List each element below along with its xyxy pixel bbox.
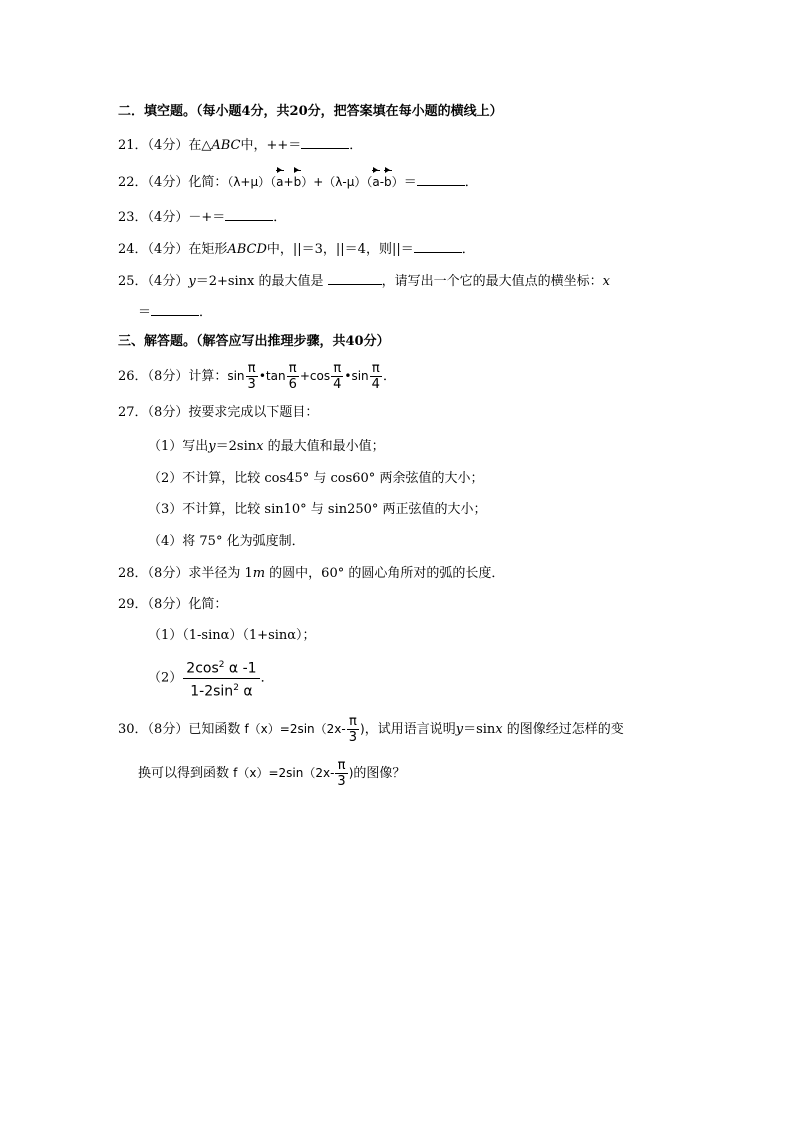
q26-pi-1: π [247, 361, 256, 376]
q30-line2-function: f（x）=2sin（2x- [233, 766, 335, 780]
q26-tan: tan [265, 369, 286, 383]
q24-prefix: 24．（4分）在矩形 [118, 242, 228, 257]
q26-den-4a: 4 [333, 377, 342, 392]
q27-p1-x: x [256, 439, 264, 454]
q30-line2-end: 的图像？ [353, 766, 406, 781]
q25-function: ＝2+sinx [195, 274, 255, 289]
section-3-title: 三、解答题。（解答应写出推理步骤，共40分） [118, 334, 390, 349]
q22-minus: - [379, 175, 385, 189]
q27-p1-b: ＝2sin [215, 439, 257, 454]
question-26 [118, 360, 396, 393]
q30-line2-den: 3 [337, 774, 346, 789]
q26-pi-2: π [288, 361, 297, 376]
q26-dot-2: • [344, 369, 352, 383]
q25-answer-blank-2 [151, 303, 199, 316]
q29-part-1: （1）（1-sinα）（1+sinα）； [148, 628, 316, 643]
q22-lambda-mu-sum: （λ+μ） [227, 175, 271, 189]
q22-vector-b: b [293, 175, 302, 189]
q22-vector-a2: a [372, 175, 380, 189]
q29-denominator [183, 678, 259, 701]
q26-frac-pi-6 [287, 361, 299, 392]
q29-denom-a: 1-2sin [190, 683, 234, 700]
q29-part-2 [148, 656, 274, 700]
q24-rect-label: ABCD [227, 242, 267, 257]
q26-sin2: sin [351, 369, 369, 383]
q23-answer-blank [225, 208, 273, 221]
q27-p1-c: 的最大值和最小值； [263, 439, 385, 454]
q21-tail: 中，++＝ [240, 138, 302, 153]
q30-line2-pi: π [337, 758, 346, 773]
q27-part-1 [148, 439, 385, 455]
q21-prefix: 21．（4分）在△ [118, 138, 212, 153]
question-21 [118, 136, 362, 154]
q24-tail: 中，||＝3，||＝4，则||＝ [266, 242, 414, 257]
q26-plus: + [299, 369, 310, 383]
q29-denom-b: α [238, 683, 253, 700]
q23-end: ． [273, 210, 287, 225]
q30-prefix: 30．（8分）已知函数 [118, 722, 245, 737]
q30-tail-b: ＝sin [463, 722, 496, 737]
question-23 [118, 208, 286, 226]
q30-line2-a: 换可以得到函数 [138, 766, 234, 781]
q25-end: ． [199, 305, 213, 320]
q27-p1-y: y [208, 439, 216, 454]
q29-denom-sup: 2 [233, 682, 239, 693]
question-25 [118, 272, 610, 290]
question-29: 29．（8分）化简： [118, 597, 228, 612]
q26-prefix: 26．（8分）计算： [118, 369, 228, 384]
q26-den-6: 6 [288, 377, 297, 392]
q30-den: 3 [348, 730, 358, 745]
q26-cos: cos [309, 369, 331, 383]
q25-prefix: 25．（4分） [118, 274, 189, 289]
q30-function: f（x）=2sin（2x- [244, 722, 346, 736]
q26-pi-4: π [371, 361, 380, 376]
q26-dot-1: • [258, 369, 266, 383]
q30-tail-a: ，试用语言说明 [364, 722, 456, 737]
q26-end: ． [382, 369, 396, 384]
q27-p1-a: （1）写出 [148, 439, 209, 454]
q21-triangle-label: ABC [211, 138, 241, 153]
question-25-line2 [138, 303, 212, 321]
q27-part-3: （3）不计算，比较 sin10° 与 sin250° 两正弦值的大小； [148, 502, 487, 517]
q30-pi: π [348, 714, 357, 729]
q30-line2-close: ) [348, 766, 354, 780]
q26-frac-pi-4b [370, 361, 382, 392]
q24-answer-blank [414, 240, 462, 253]
question-30-line2 [138, 757, 405, 790]
q22-lambda-mu-diff: +（λ-μ） [313, 175, 367, 189]
q22-vector-b2: b [384, 175, 392, 189]
q22-prefix: 22．（4分）化简： [118, 175, 228, 190]
question-27: 27．（8分）按要求完成以下题目： [118, 405, 319, 420]
q29-numer-b: α -1 [224, 660, 257, 677]
q27-part-4: （4）将 75° 化为弧度制． [148, 534, 305, 549]
q26-pi-3: π [333, 361, 342, 376]
q30-x: x [495, 722, 503, 737]
q30-y: y [455, 722, 464, 737]
q28-b: 的圆中，60° 的圆心角所对的弧的长度． [265, 566, 505, 581]
q26-frac-pi-4a [331, 361, 343, 392]
q30-line2-frac [335, 758, 347, 789]
q22-end: ． [464, 175, 478, 190]
question-22: 22．（4分）化简：（λ+μ）（a+b）+（λ-μ）（a-b）＝ ． [118, 175, 478, 190]
question-28 [118, 566, 504, 582]
q30-frac-pi-3 [347, 714, 359, 745]
q28-unit: m [252, 566, 266, 581]
q29-end: ． [260, 670, 274, 686]
q27-part-2: （2）不计算，比较 cos45° 与 cos60° 两余弦值的大小； [148, 471, 484, 486]
q22-answer-blank [417, 173, 465, 186]
q22-plus: + [283, 175, 294, 189]
q25-tail: 的最大值是 [254, 274, 328, 289]
q25-tail2: ，请写出一个它的最大值点的横坐标： [381, 274, 603, 289]
q24-end: ． [461, 242, 475, 257]
q29-numer-a: 2cos [186, 660, 219, 677]
q29-numer-sup: 2 [218, 660, 225, 670]
question-30 [118, 713, 624, 746]
q22-vector-a: a [276, 175, 284, 189]
q26-den-3: 3 [247, 377, 256, 392]
q26-den-4b: 4 [371, 377, 380, 392]
q25-y: y [188, 274, 196, 289]
q25-line2-equals: ＝ [138, 305, 152, 320]
q29-numerator [183, 656, 259, 678]
q21-answer-blank [301, 136, 349, 149]
q25-answer-blank-1 [328, 272, 382, 285]
q25-x: x [602, 274, 611, 289]
q22-equals: ＝ [403, 175, 417, 190]
q30-tail-c: 的图像经过怎样的变 [502, 722, 624, 737]
q26-sin: sin [227, 369, 245, 383]
q28-a: 28．（8分）求半径为 1 [118, 566, 253, 581]
section-2-title: 二．填空题。（每小题4分，共20分，把答案填在每小题的横线上） [118, 104, 503, 119]
q23-text: 23．（4分）－+＝ [118, 210, 226, 225]
q26-frac-pi-3 [246, 361, 258, 392]
q29-p2-label: （2） [148, 670, 183, 686]
q29-fraction [183, 656, 259, 700]
q30-close: ) [360, 722, 365, 736]
question-24 [118, 240, 475, 258]
q21-end: ． [349, 138, 363, 153]
